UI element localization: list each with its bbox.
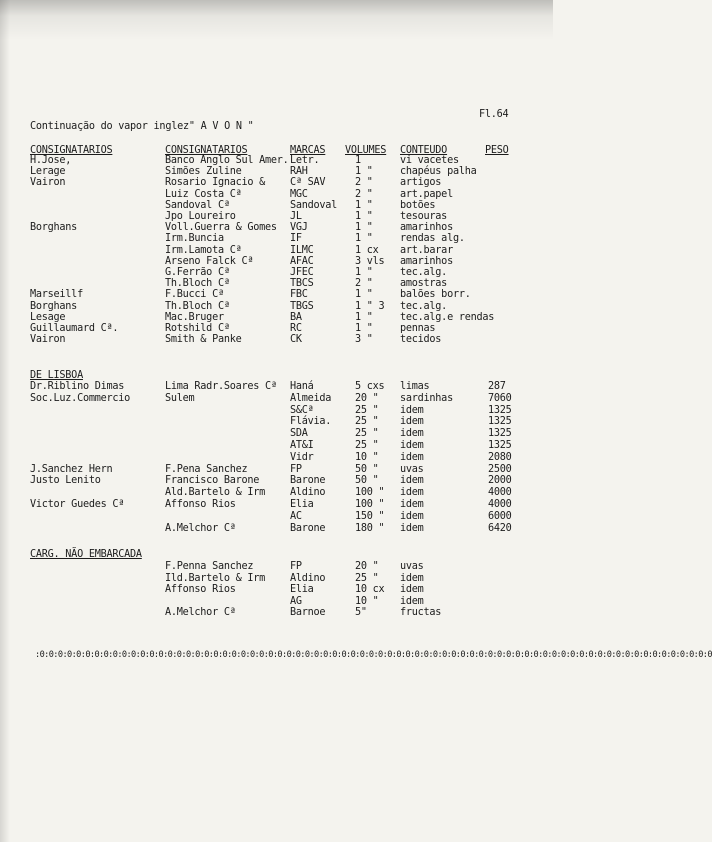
- cell-consig: Vairon: [30, 334, 66, 346]
- cell-marca: SDA: [290, 428, 308, 440]
- cell-conteudo: idem: [400, 595, 424, 607]
- cell-marca: Haná: [290, 381, 314, 392]
- cell-peso: 1325: [488, 440, 512, 451]
- footer-separator: :0:0:0:0:0:0:0:0:0:0:0:0:0:0:0:0:0:0:0:0:0:0:0:0:0:0:0:0:0:0:0:0:0:0:0:0:0:0:0:0:0:0:0:0:0:0:0:0:0:0:0:0:0:0:0:0:0:0:0:0:0:0:0:0:0:0:0:0:0:0:0:0:0:0: [35, 650, 712, 660]
- cell-marca: VGJ: [290, 222, 308, 234]
- cell-cons: Affonso Rios: [165, 499, 236, 510]
- cell-conteudo: idem: [400, 416, 424, 428]
- cell-conteudo: art.barar: [400, 244, 453, 256]
- cell-conteudo: tec.alg.e rendas: [400, 311, 495, 323]
- cell-vol: 25 ": [355, 572, 379, 584]
- cell-marca: FBC: [290, 289, 308, 301]
- col-consignatarios: CONSIGNATARIOS: [30, 145, 113, 156]
- cell-marca: Almeida: [290, 392, 332, 404]
- cell-cons: Voll.Guerra & Gomes: [165, 222, 277, 234]
- cell-marca: CK: [290, 334, 302, 346]
- cell-cons: Ild.Bartelo & Irm: [165, 572, 266, 584]
- cell-consig: Lesage: [30, 311, 66, 323]
- cell-peso: 4000: [488, 487, 512, 499]
- cell-peso: 6000: [488, 510, 512, 522]
- cell-cons: Arseno Falck Cª: [165, 255, 254, 267]
- cell-consig: Victor Guedes Cª: [30, 499, 125, 510]
- cell-cons: Rosario Ignacio &: [165, 177, 266, 189]
- cell-peso: 6420: [488, 522, 512, 534]
- cell-conteudo: artigos: [400, 177, 442, 189]
- cell-vol: 5 cxs: [355, 381, 385, 392]
- cell-peso: 2080: [488, 451, 512, 463]
- col-consumidores: CONSIGNATARIOS: [165, 145, 248, 156]
- cell-marca: JFEC: [290, 267, 314, 278]
- cell-vol: 1 ": [355, 211, 373, 222]
- cell-vol: 25 ": [355, 440, 379, 451]
- col-peso: PESO: [485, 145, 509, 156]
- cell-marca: Elia: [290, 499, 314, 510]
- continuation-header: Continuação do vapor inglez" A V O N ": [30, 121, 254, 132]
- cell-consig: Guillaumard Cª.: [30, 323, 119, 334]
- cell-conteudo: idem: [400, 475, 424, 487]
- cell-marca: TBGS: [290, 300, 314, 312]
- cell-cons: Irm.Lamota Cª: [165, 244, 242, 256]
- col-conteudo: CONTEUDO: [400, 145, 448, 156]
- cell-conteudo: botões: [400, 199, 436, 211]
- cell-conteudo: idem: [400, 499, 424, 510]
- cell-peso: 1325: [488, 416, 512, 428]
- cell-vol: 100 ": [355, 487, 385, 499]
- folio-number: Fl.64: [479, 109, 509, 120]
- cell-marca: JL: [290, 211, 302, 222]
- cell-conteudo: limas: [400, 381, 430, 392]
- cell-cons: Ald.Bartelo & Irm: [165, 487, 266, 499]
- cell-vol: 2 ": [355, 278, 373, 290]
- cell-vol: 1 ": [355, 323, 373, 334]
- cell-vol: 1 ": [355, 289, 373, 301]
- cell-conteudo: idem: [400, 510, 424, 522]
- cell-cons: Luiz Costa Cª: [165, 188, 242, 200]
- cell-conteudo: amarinhos: [400, 222, 453, 234]
- cell-cons: Sandoval Cª: [165, 199, 230, 211]
- cell-cons: Sulem: [165, 392, 195, 404]
- cell-consig: Soc.Luz.Commercio: [30, 392, 131, 404]
- cell-marca: FP: [290, 463, 302, 475]
- cell-vol: 1: [355, 155, 361, 166]
- cell-vol: 1 ": [355, 166, 373, 178]
- col-volumes: VOLUMES: [345, 145, 387, 156]
- cell-peso: 2500: [488, 463, 512, 475]
- cell-marca: TBCS: [290, 278, 314, 290]
- cell-marca: Aldino: [290, 487, 326, 499]
- cell-conteudo: amostras: [400, 278, 448, 290]
- cell-marca: Cª SAV: [290, 177, 326, 189]
- cell-marca: Vidr: [290, 451, 314, 463]
- section-title-carga: CARG. NÃO EMBARCADA: [30, 549, 142, 560]
- cell-vol: 50 ": [355, 475, 379, 487]
- cell-conteudo: idem: [400, 522, 424, 534]
- cell-cons: G.Ferrão Cª: [165, 267, 230, 278]
- cell-cons: Mac.Bruger: [165, 311, 224, 323]
- cell-conteudo: pennas: [400, 323, 436, 334]
- cell-cons: Irm.Buncia: [165, 233, 224, 245]
- cell-marca: Elia: [290, 584, 314, 595]
- cell-vol: 3 ": [355, 334, 373, 346]
- cell-consig: Justo Lenito: [30, 475, 101, 487]
- cell-conteudo: tesouras: [400, 211, 448, 222]
- cell-marca: Barone: [290, 522, 326, 534]
- cell-peso: 7060: [488, 392, 512, 404]
- scan-shadow-top: [0, 0, 553, 40]
- cell-conteudo: idem: [400, 584, 424, 595]
- cell-marca: Aldino: [290, 572, 326, 584]
- cell-cons: Rotshild Cª: [165, 323, 230, 334]
- cell-marca: Sandoval: [290, 199, 338, 211]
- cell-conteudo: idem: [400, 440, 424, 451]
- cell-conteudo: vi vacetes: [400, 155, 459, 166]
- cell-cons: A.Melchor Cª: [165, 522, 236, 534]
- cell-cons: F.Penna Sanchez: [165, 561, 254, 572]
- cell-marca: S&Cª: [290, 404, 314, 416]
- cell-cons: Lima Radr.Soares Cª: [165, 381, 277, 392]
- cell-marca: AFAC: [290, 255, 314, 267]
- cell-vol: 5": [355, 607, 367, 618]
- cell-conteudo: idem: [400, 451, 424, 463]
- cell-conteudo: fructas: [400, 607, 442, 618]
- cell-peso: 287: [488, 381, 506, 392]
- cell-vol: 2 ": [355, 177, 373, 189]
- cell-vol: 10 cx: [355, 584, 385, 595]
- cell-conteudo: idem: [400, 428, 424, 440]
- cell-marca: BA: [290, 311, 302, 323]
- cell-vol: 50 ": [355, 463, 379, 475]
- section-title-lisboa: DE LISBOA: [30, 370, 83, 381]
- cell-consig: Vairon: [30, 177, 66, 189]
- cell-conteudo: idem: [400, 572, 424, 584]
- cell-cons: Francisco Barone: [165, 475, 260, 487]
- cell-vol: 25 ": [355, 404, 379, 416]
- cell-marca: Flávia.: [290, 416, 332, 428]
- cell-vol: 3 vls: [355, 255, 385, 267]
- cell-marca: Barnoe: [290, 607, 326, 618]
- cell-cons: F.Pena Sanchez: [165, 463, 248, 475]
- cell-vol: 150 ": [355, 510, 385, 522]
- cell-vol: 10 ": [355, 451, 379, 463]
- cell-marca: RAH: [290, 166, 308, 178]
- cell-cons: Simões Zuline: [165, 166, 242, 178]
- cell-marca: Letr.: [290, 155, 320, 166]
- cell-peso: 4000: [488, 499, 512, 510]
- cell-marca: IF: [290, 233, 302, 245]
- cell-conteudo: tec.alg.: [400, 300, 448, 312]
- cell-vol: 1 ": [355, 267, 373, 278]
- cell-vol: 1 cx: [355, 244, 379, 256]
- cell-consig: Borghans: [30, 300, 78, 312]
- cell-cons: Banco Anglo Sul Amer.: [165, 155, 289, 166]
- cell-consig: H.Jose,: [30, 155, 72, 166]
- cell-conteudo: tecidos: [400, 334, 442, 346]
- cell-vol: 100 ": [355, 499, 385, 510]
- cell-marca: Barone: [290, 475, 326, 487]
- cell-marca: AT&I: [290, 440, 314, 451]
- cell-conteudo: uvas: [400, 463, 424, 475]
- cell-consig: Dr.Riblino Dimas: [30, 381, 125, 392]
- cell-cons: Jpo Loureiro: [165, 211, 236, 222]
- cell-conteudo: sardinhas: [400, 392, 453, 404]
- cell-conteudo: tec.alg.: [400, 267, 448, 278]
- col-marcas: MARCAS: [290, 145, 326, 156]
- cell-conteudo: chapéus palha: [400, 166, 477, 178]
- cell-conteudo: idem: [400, 404, 424, 416]
- cell-marca: AG: [290, 595, 302, 607]
- cell-cons: Th.Bloch Cª: [165, 278, 230, 290]
- cell-marca: MGC: [290, 188, 308, 200]
- cell-vol: 20 ": [355, 392, 379, 404]
- cell-conteudo: uvas: [400, 561, 424, 572]
- cell-cons: Smith & Panke: [165, 334, 242, 346]
- cell-consig: Marseillf: [30, 289, 83, 301]
- cell-vol: 20 ": [355, 561, 379, 572]
- cell-cons: A.Melchor Cª: [165, 607, 236, 618]
- cell-marca: FP: [290, 561, 302, 572]
- cell-vol: 1 ": [355, 222, 373, 234]
- cell-peso: 1325: [488, 404, 512, 416]
- cell-conteudo: idem: [400, 487, 424, 499]
- cell-conteudo: art.papel: [400, 188, 453, 200]
- cell-consig: J.Sanchez Hern: [30, 463, 113, 475]
- cell-vol: 1 " 3: [355, 300, 385, 312]
- cell-vol: 1 ": [355, 233, 373, 245]
- cell-vol: 25 ": [355, 416, 379, 428]
- cell-consig: Borghans: [30, 222, 78, 234]
- cell-conteudo: amarinhos: [400, 255, 453, 267]
- cell-marca: ILMC: [290, 244, 314, 256]
- cell-vol: 10 ": [355, 595, 379, 607]
- cell-cons: Th.Bloch Cª: [165, 300, 230, 312]
- cell-conteudo: rendas alg.: [400, 233, 465, 245]
- cell-vol: 180 ": [355, 522, 385, 534]
- cell-marca: RC: [290, 323, 302, 334]
- scan-shadow-left: [0, 0, 10, 842]
- cell-cons: F.Bucci Cª: [165, 289, 224, 301]
- cell-vol: 25 ": [355, 428, 379, 440]
- cell-consig: Lerage: [30, 166, 66, 178]
- cell-peso: 2000: [488, 475, 512, 487]
- cell-cons: Affonso Rios: [165, 584, 236, 595]
- cell-vol: 1 ": [355, 199, 373, 211]
- cell-vol: 1 ": [355, 311, 373, 323]
- cell-marca: AC: [290, 510, 302, 522]
- cell-peso: 1325: [488, 428, 512, 440]
- cell-vol: 2 ": [355, 188, 373, 200]
- cell-conteudo: balões borr.: [400, 289, 471, 301]
